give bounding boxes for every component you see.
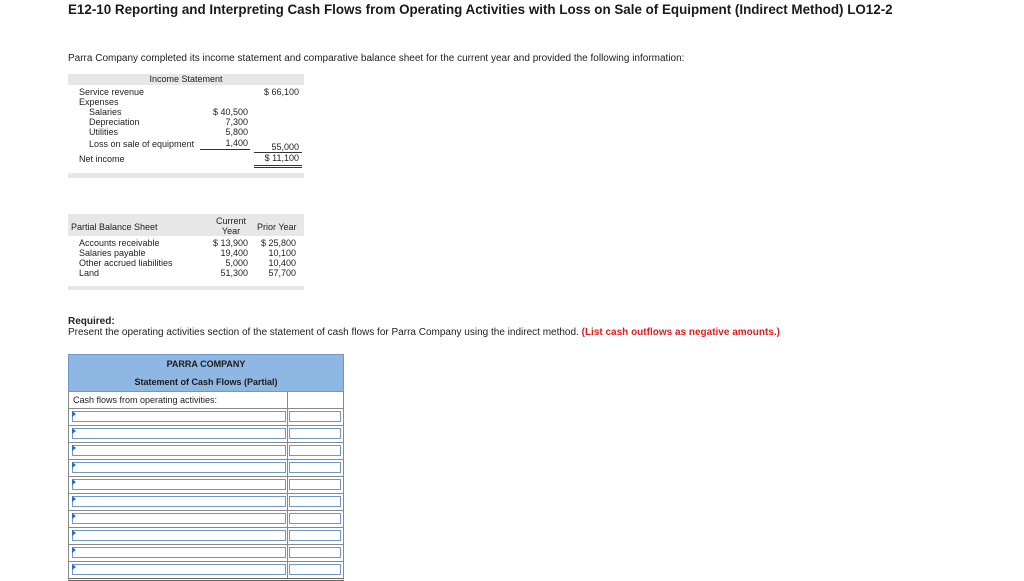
dropdown-arrow-icon xyxy=(72,428,76,434)
table-row xyxy=(68,409,344,426)
table-row xyxy=(68,545,344,562)
table-row xyxy=(68,511,344,528)
loss-on-sale-label: Loss on sale of equipment xyxy=(89,139,195,149)
bs-row-current: 19,400 xyxy=(220,248,248,258)
table-row xyxy=(68,494,344,511)
line-item-select[interactable] xyxy=(72,411,286,422)
net-income-value: $ 11,100 xyxy=(264,153,299,163)
company-name: PARRA COMPANY xyxy=(166,359,246,369)
bs-row-label: Salaries payable xyxy=(79,248,146,258)
line-item-select[interactable] xyxy=(72,445,286,456)
service-revenue-label: Service revenue xyxy=(79,87,145,97)
required-label: Required: xyxy=(68,316,115,327)
utilities-value: 5,800 xyxy=(225,127,248,137)
dropdown-arrow-icon xyxy=(72,513,76,519)
amount-input[interactable] xyxy=(289,479,341,490)
total-expenses-value: 55,000 xyxy=(271,142,299,152)
bs-row-prior: $ 25,800 xyxy=(260,238,296,248)
amount-input[interactable] xyxy=(289,513,341,524)
amount-input[interactable] xyxy=(289,564,341,575)
expenses-underline xyxy=(200,149,250,150)
table-row xyxy=(68,426,344,443)
line-item-select[interactable] xyxy=(72,496,286,507)
depreciation-label: Depreciation xyxy=(89,117,140,127)
bs-row-label: Accounts receivable xyxy=(79,238,160,248)
amount-input[interactable] xyxy=(289,462,341,473)
net-income-double-underline xyxy=(254,165,302,166)
bs-row-prior: 10,100 xyxy=(268,248,296,258)
salaries-value: $ 40,500 xyxy=(212,107,248,117)
partial-balance-sheet xyxy=(68,214,304,290)
line-item-select[interactable] xyxy=(72,513,286,524)
line-item-select[interactable] xyxy=(72,428,286,439)
amount-input[interactable] xyxy=(289,530,341,541)
table-row xyxy=(68,443,344,460)
amount-input[interactable] xyxy=(289,547,341,558)
amount-input[interactable] xyxy=(289,428,341,439)
dropdown-arrow-icon xyxy=(72,479,76,485)
amount-input[interactable] xyxy=(289,411,341,422)
dropdown-arrow-icon xyxy=(72,445,76,451)
utilities-label: Utilities xyxy=(89,127,119,137)
cash-flow-statement-table xyxy=(68,354,344,581)
amount-input[interactable] xyxy=(289,445,341,456)
table-row xyxy=(68,477,344,494)
income-statement-heading: Income Statement xyxy=(149,74,223,84)
table-row xyxy=(68,460,344,477)
bs-row-prior: 57,700 xyxy=(268,268,296,278)
dropdown-arrow-icon xyxy=(72,530,76,536)
table-row xyxy=(68,528,344,545)
line-item-select[interactable] xyxy=(72,564,286,575)
dropdown-arrow-icon xyxy=(72,411,76,417)
statement-title: Statement of Cash Flows (Partial) xyxy=(134,377,278,387)
line-item-select[interactable] xyxy=(72,479,286,490)
bs-row-current: $ 13,900 xyxy=(212,238,248,248)
dropdown-arrow-icon xyxy=(72,547,76,553)
dropdown-arrow-icon xyxy=(72,564,76,570)
loss-on-sale-value: 1,400 xyxy=(225,138,248,148)
operating-activities-label: Cash flows from operating activities: xyxy=(73,395,218,405)
dropdown-arrow-icon xyxy=(72,462,76,468)
income-statement xyxy=(68,74,304,178)
table-row xyxy=(68,392,344,409)
balance-sheet-heading: Partial Balance Sheet xyxy=(71,222,158,232)
bs-row-current: 5,000 xyxy=(225,258,248,268)
required-note: (List cash outflows as negative amounts.) xyxy=(581,327,780,338)
current-year-header: Current Year xyxy=(215,216,246,236)
expenses-label: Expenses xyxy=(79,97,119,107)
depreciation-value: 7,300 xyxy=(225,117,248,127)
table-row xyxy=(68,562,344,581)
required-text: Present the operating activities section of the statement of cash flows for Parra Company using the indirect method. (List cash outflows as negative amounts.) xyxy=(68,327,780,338)
amount-input[interactable] xyxy=(289,496,341,507)
salaries-label: Salaries xyxy=(89,107,122,117)
bs-row-current: 51,300 xyxy=(220,268,248,278)
dropdown-arrow-icon xyxy=(72,496,76,502)
net-income-label: Net income xyxy=(79,154,125,164)
bs-row-label: Other accrued liabilities xyxy=(79,258,173,268)
service-revenue-value: $ 66,100 xyxy=(263,87,299,97)
cash-flow-header xyxy=(68,354,344,392)
line-item-select[interactable] xyxy=(72,530,286,541)
line-item-select[interactable] xyxy=(72,462,286,473)
prior-year-header: Prior Year xyxy=(257,222,297,232)
bs-row-prior: 10,400 xyxy=(268,258,296,268)
line-item-select[interactable] xyxy=(72,547,286,558)
page-title: E12-10 Reporting and Interpreting Cash Flows from Operating Activities with Loss on Sale of Equipment (Indirect Method) LO12-2 xyxy=(68,2,893,17)
intro-text: Parra Company completed its income statement and comparative balance sheet for the current year and provided the following information: xyxy=(68,53,685,64)
bs-row-label: Land xyxy=(79,268,100,278)
